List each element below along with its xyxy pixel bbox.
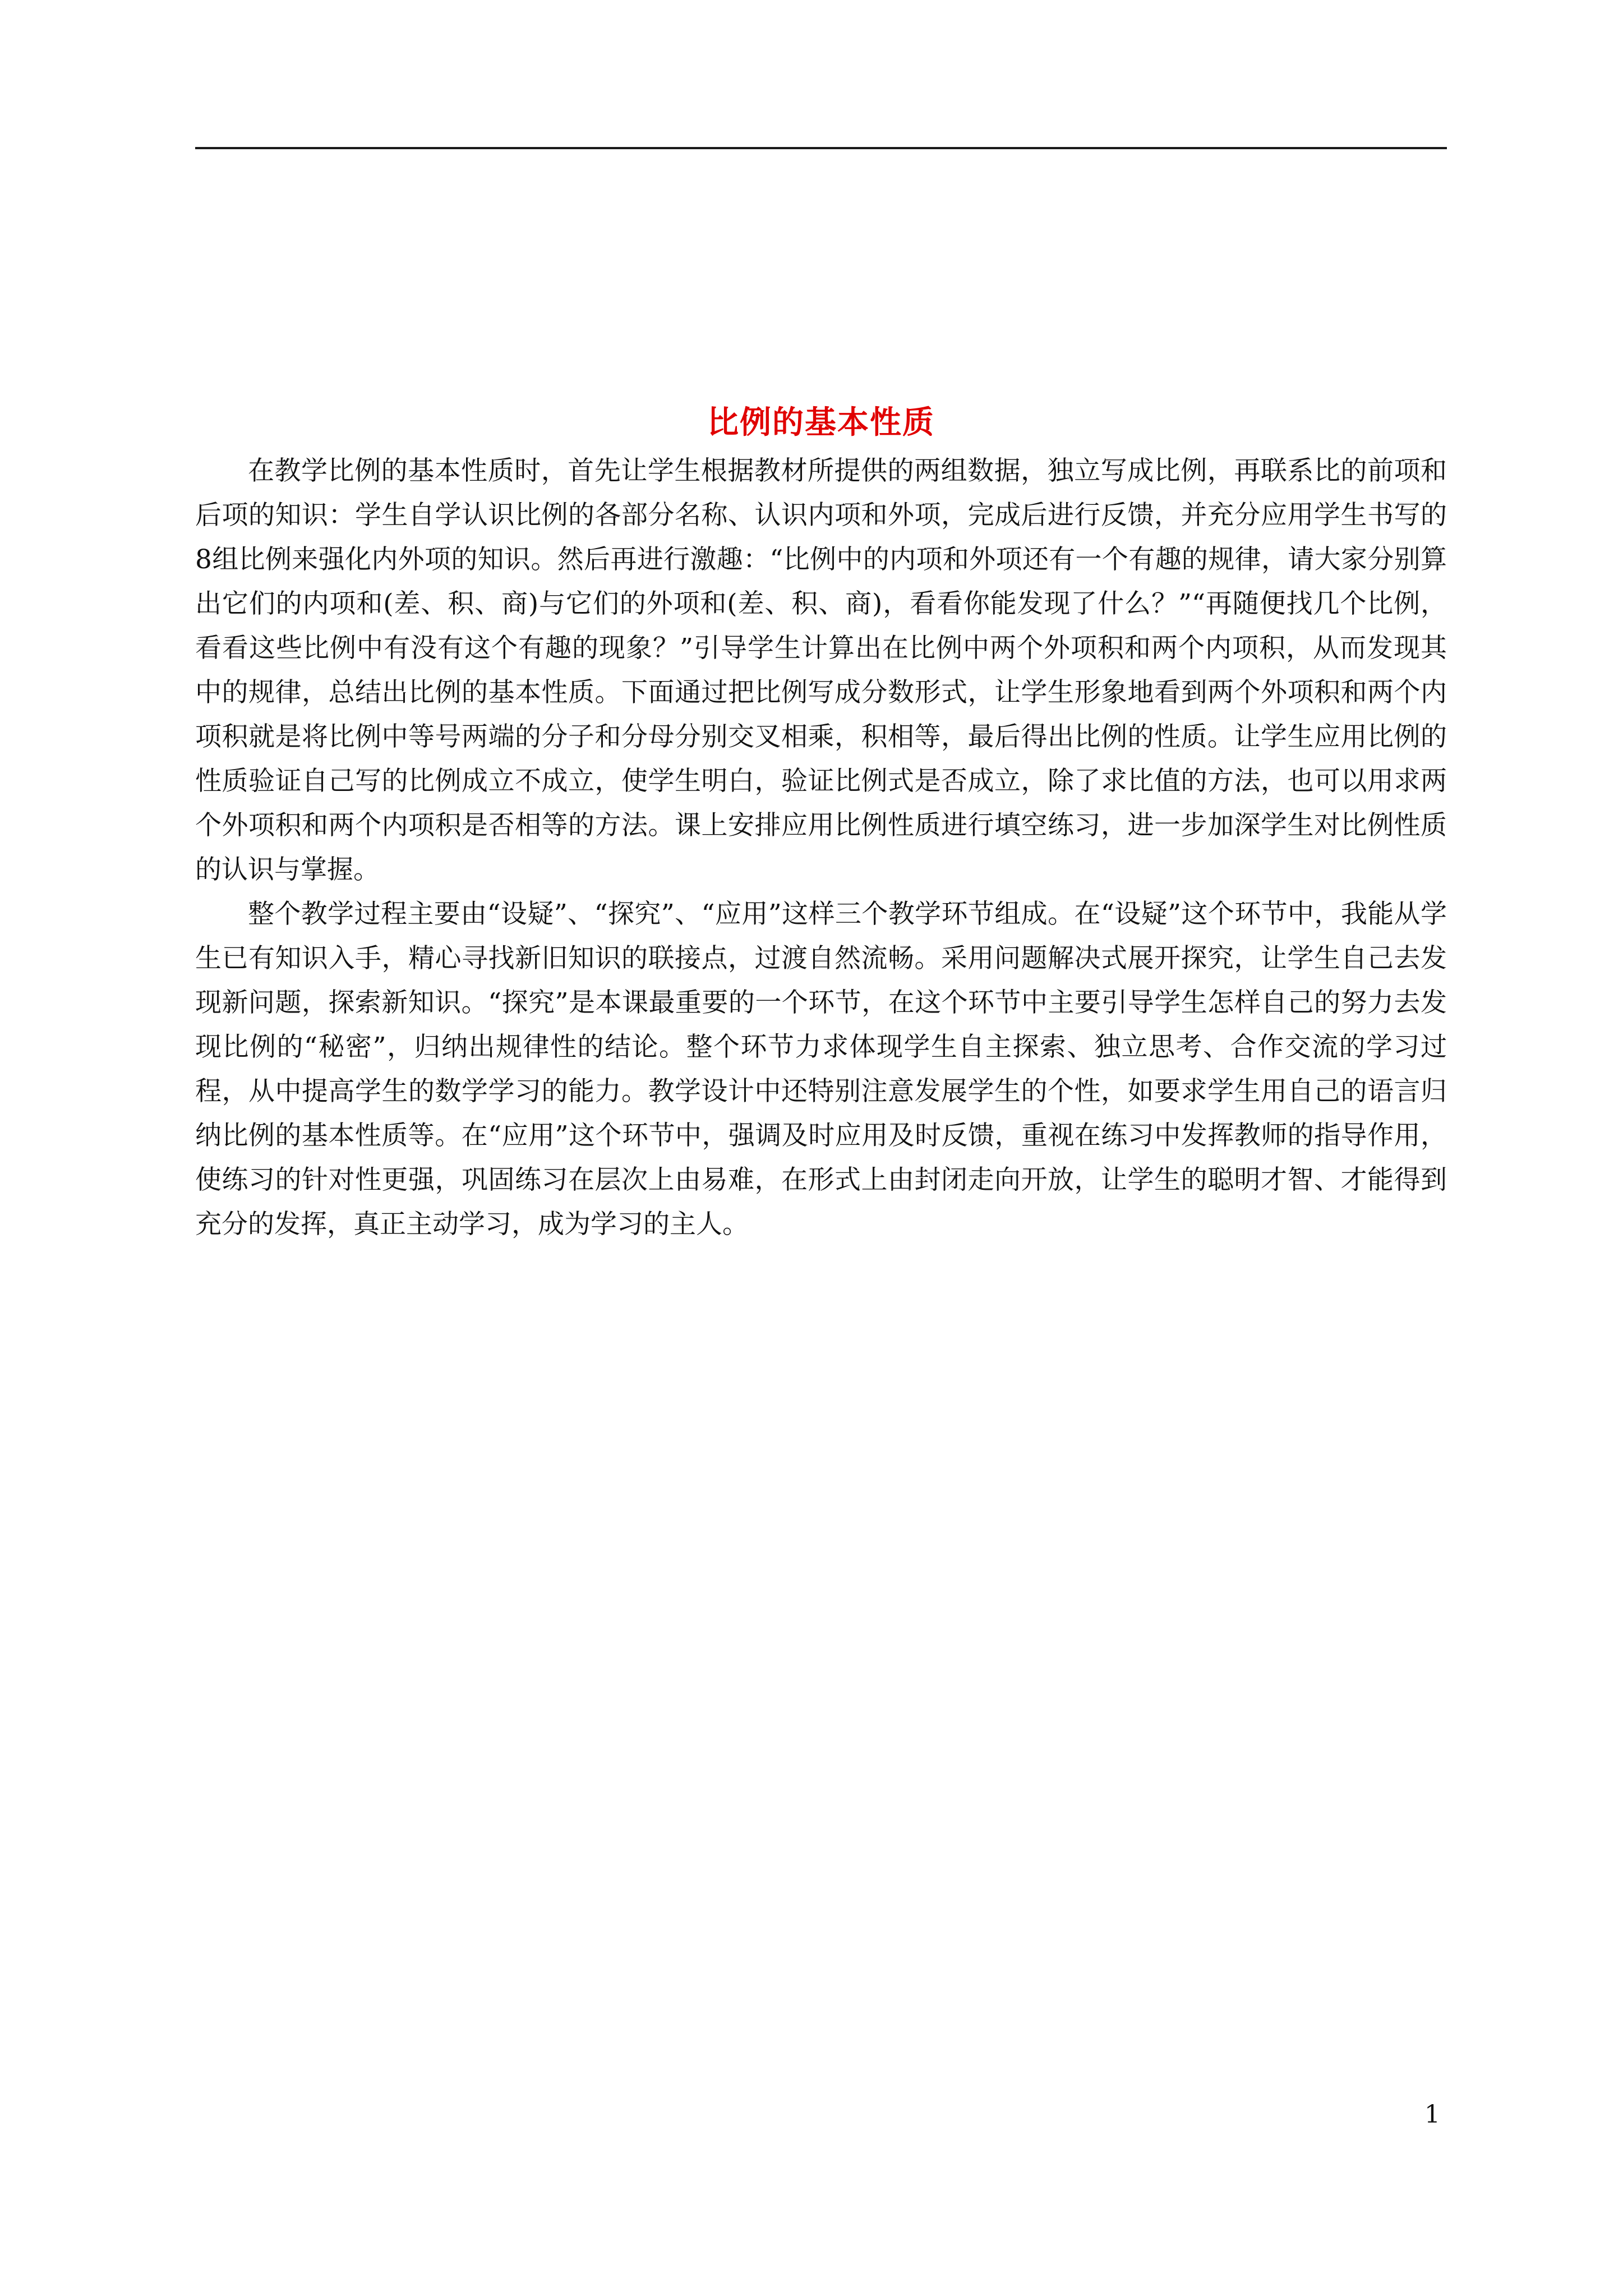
paragraph-2: 整个教学过程主要由“设疑”、“探究”、“应用”这样三个教学环节组成。在“设疑”这个环节中，我能从学生已有知识入手，精心寻找新旧知识的联接点，过渡自然流畅。采用问题解决式展开探究，让学生自己去发现新问题，探索新知识。“探究”是本课最重要的一个环节，在这个环节中主要引导学生怎样自己的努力去发现比例的“秘密”，归纳出规律性的结论。整个环节力求体现学生自主探索、独立思考、合作交流的学习过程，从中提高学生的数学学习的能力。教学设计中还特别注意发展学生的个性，如要求学生用自己的语言归纳比例的基本性质等。在“应用”这个环节中，强调及时应用及时反馈，重视在练习中发挥教师的指导作用，使练习的针对性更强，巩固练习在层次上由易难，在形式上由封闭走向开放，让学生的聪明才智、才能得到充分的发挥，真正主动学习，成为学习的主人。 [195, 899, 1447, 1240]
paragraph-1: 在教学比例的基本性质时，首先让学生根据教材所提供的两组数据，独立写成比例，再联系比的前项和后项的知识：学生自学认识比例的各部分名称、认识内项和外项，完成后进行反馈，并充分应用学生书写的8组比例来强化内外项的知识。然后再进行激趣：“比例中的内项和外项还有一个有趣的规律，请大家分别算出它们的内项和(差、积、商)与它们的外项和(差、积、商)，看看你能发现了什么？”“再随便找几个比例，看看这些比例中有没有这个有趣的现象？”引导学生计算出在比例中两个外项积和两个内项积，从而发现其中的规律，总结出比例的基本性质。下面通过把比例写成分数形式，让学生形象地看到两个外项积和两个内项积就是将比例中等号两端的分子和分母分别交叉相乘，积相等，最后得出比例的性质。让学生应用比例的性质验证自己写的比例成立不成立，使学生明白，验证比例式是否成立，除了求比值的方法，也可以用求两个外项积和两个内项积是否相等的方法。课上安排应用比例性质进行填空练习，进一步加深学生对比例性质的认识与掌握。 [195, 455, 1447, 885]
page-number: 1 [1424, 2100, 1440, 2129]
document-body [195, 449, 1447, 1246]
document-title: 比例的基本性质 [707, 404, 935, 441]
header-rule [195, 147, 1447, 149]
